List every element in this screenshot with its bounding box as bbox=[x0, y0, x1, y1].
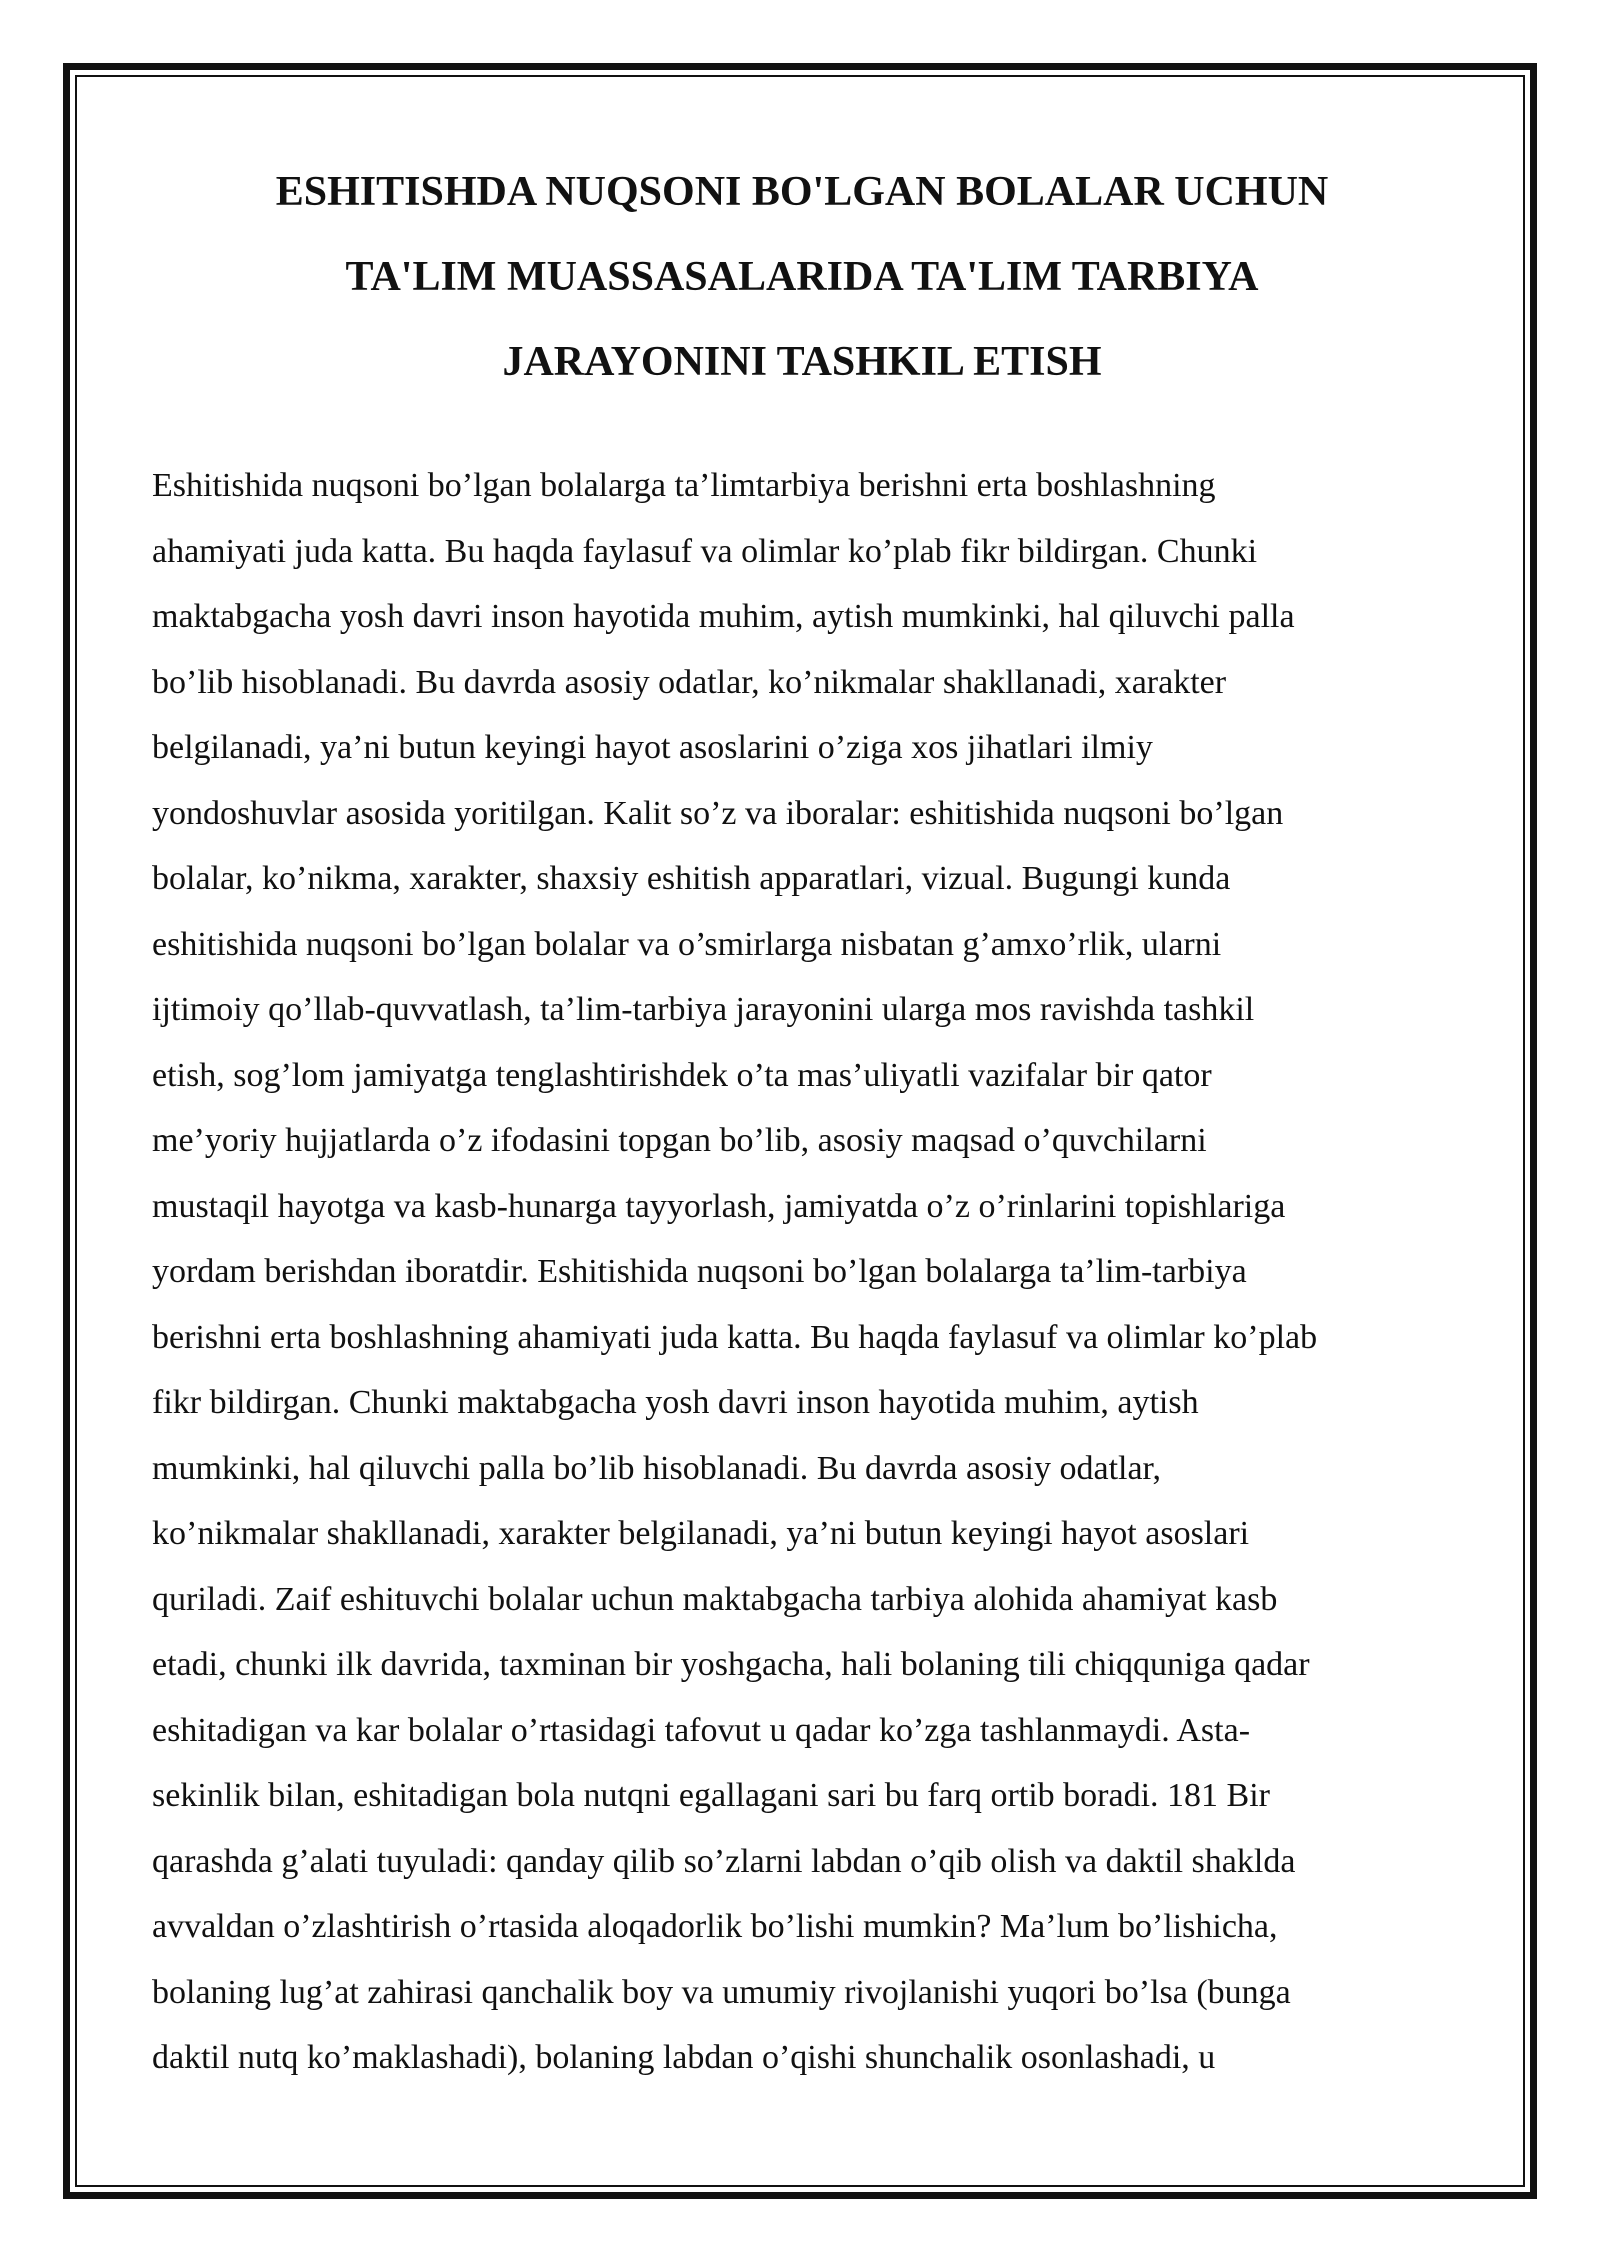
body-line: yondoshuvlar asosida yoritilgan. Kalit so’z va iboralar: eshitishida nuqsoni bo’lgan bbox=[152, 794, 1284, 832]
body-line: quriladi. Zaif eshituvchi bolalar uchun maktabgacha tarbiya alohida ahamiyat kasb bbox=[152, 1580, 1278, 1618]
title-line: TA'LIM MUASSASALARIDA TA'LIM TARBIYA bbox=[345, 254, 1259, 300]
body-line: bolalar, ko’nikma, xarakter, shaxsiy eshitish apparatlari, vizual. Bugungi kunda bbox=[152, 860, 1231, 897]
body-line: sekinlik bilan, eshitadigan bola nutqni egallagani sari bu farq ortib boradi. 181 Bir bbox=[152, 1777, 1270, 1814]
body-line: me’yoriy hujjatlarda o’z ifodasini topgan bo’lib, asosiy maqsad o’quvchilarni bbox=[152, 1122, 1207, 1159]
body-line: bo’lib hisoblanadi. Bu davrda asosiy odatlar, ko’nikmalar shakllanadi, xarakter bbox=[152, 663, 1227, 701]
body-line: mumkinki, hal qiluvchi palla bo’lib hisoblanadi. Bu davrda asosiy odatlar, bbox=[152, 1449, 1162, 1487]
body-line: etish, sog’lom jamiyatga tenglashtirishdek o’ta mas’uliyatli vazifalar bir qator bbox=[152, 1056, 1212, 1094]
body-line: maktabgacha yosh davri inson hayotida muhim, aytish mumkinki, hal qiluvchi palla bbox=[152, 598, 1295, 635]
body-line: berishni erta boshlashning ahamiyati juda katta. Bu haqda faylasuf va olimlar ko’plab bbox=[152, 1318, 1318, 1356]
document-title bbox=[152, 150, 1452, 405]
body-line: bolaning lug’at zahirasi qanchalik boy va umumiy rivojlanishi yuqori bo’lsa (bunga bbox=[152, 1973, 1291, 2011]
body-line: avvaldan o’zlashtirish o’rtasida aloqadorlik bo’lishi mumkin? Ma’lum bo’lishicha, bbox=[152, 1908, 1278, 1945]
body-line: belgilanadi, ya’ni butun keyingi hayot asoslarini o’ziga xos jihatlari ilmiy bbox=[152, 729, 1153, 766]
body-line: ahamiyati juda katta. Bu haqda faylasuf va olimlar ko’plab fikr bildirgan. Chunki bbox=[152, 532, 1258, 570]
body-line: Eshitishida nuqsoni bo’lgan bolalarga ta’limtarbiya berishni erta boshlashning bbox=[152, 467, 1216, 504]
body-line: eshitadigan va kar bolalar o’rtasidagi tafovut u qadar ko’zga tashlanmaydi. Asta- bbox=[152, 1711, 1251, 1749]
body-line: daktil nutq ko’maklashadi), bolaning labdan o’qishi shunchalik osonlashadi, u bbox=[152, 2039, 1216, 2076]
body-paragraph bbox=[152, 453, 1452, 2091]
body-line: yordam berishdan iboratdir. Eshitishida nuqsoni bo’lgan bolalarga ta’lim-tarbiya bbox=[152, 1253, 1247, 1290]
body-line: eshitishida nuqsoni bo’lgan bolalar va o’smirlarga nisbatan g’amxo’rlik, ularni bbox=[152, 925, 1222, 963]
body-line: fikr bildirgan. Chunki maktabgacha yosh davri inson hayotida muhim, aytish bbox=[152, 1384, 1199, 1421]
title-line: ESHITISHDA NUQSONI BO'LGAN BOLALAR UCHUN bbox=[275, 169, 1329, 215]
document-page bbox=[152, 150, 1452, 2091]
body-line: qarashda g’alati tuyuladi: qanday qilib so’zlarni labdan o’qib olish va daktil shaklda bbox=[152, 1842, 1296, 1880]
body-line: ko’nikmalar shakllanadi, xarakter belgilanadi, ya’ni butun keyingi hayot asoslari bbox=[152, 1515, 1250, 1552]
title-line: JARAYONINI TASHKIL ETISH bbox=[502, 339, 1102, 385]
body-line: ijtimoiy qo’llab-quvvatlash, ta’lim-tarbiya jarayonini ularga mos ravishda tashkil bbox=[152, 991, 1255, 1028]
body-line: etadi, chunki ilk davrida, taxminan bir yoshgacha, hali bolaning tili chiqquniga qadar bbox=[152, 1646, 1310, 1683]
body-line: mustaqil hayotga va kasb-hunarga tayyorlash, jamiyatda o’z o’rinlarini topishlariga bbox=[152, 1187, 1286, 1225]
